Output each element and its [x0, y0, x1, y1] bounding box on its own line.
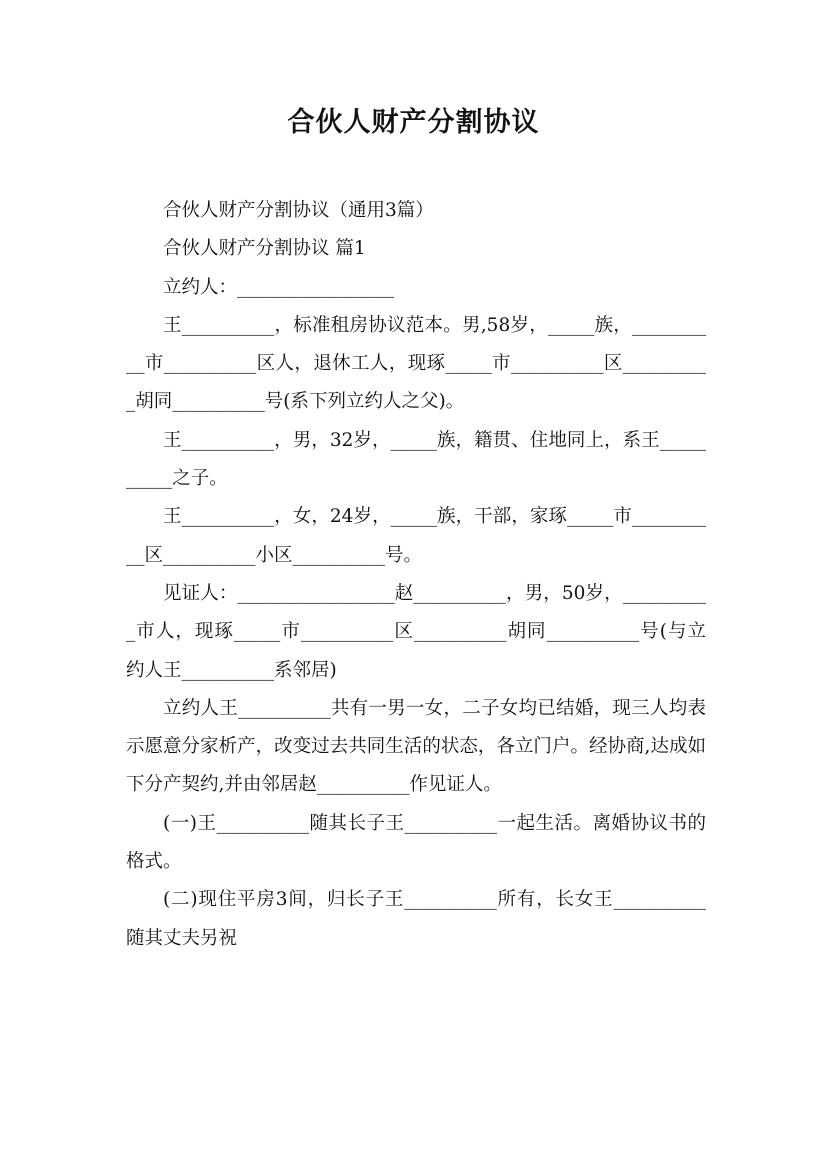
- paragraph-party-daughter: 王__________，女，24岁，_____族，干部，家琢_____市__________区__________小区__________号。: [126, 506, 706, 566]
- paragraph-agreement-intro: 立约人王__________共有一男一女，二子女均已结婚，现三人均表示愿意分家析产，改变过去共同生活的状态，各立门户。经协商,达成如下分产契约,并由邻居赵__________作见证人。: [126, 697, 706, 796]
- paragraph-section-title: 合伙人财产分割协议 篇1: [163, 238, 366, 260]
- paragraph-heading: 合伙人财产分割协议（通用3篇）: [163, 200, 434, 221]
- paragraph-party-father: 王__________，标准租房协议范本。男,58岁，_____族，__________市__________区人，退休工人，现琢_____市__________区__________胡同__________号(系下列立约人之父)。: [126, 314, 706, 413]
- paragraph-contracting-party: 立约人：_________________: [163, 276, 395, 298]
- paragraph-witness: 见证人：_________________赵__________，男，50岁，__________市人，现琢_____市__________区__________胡同__________号(与立约人王__________系邻居): [126, 582, 706, 681]
- paragraph-clause-2: (二)现住平房3间，归长子王__________所有，长女王__________随其丈夫另祝: [126, 889, 706, 949]
- document-title: 合伙人财产分割协议: [287, 107, 540, 138]
- document-body: [126, 192, 706, 958]
- paragraph-party-son: 王__________，男，32岁，_____族，籍贯、住地同上，系王__________之子。: [126, 429, 706, 490]
- paragraph-clause-1: (一)王__________随其长子王__________一起生活。离婚协议书的格式。: [126, 812, 706, 873]
